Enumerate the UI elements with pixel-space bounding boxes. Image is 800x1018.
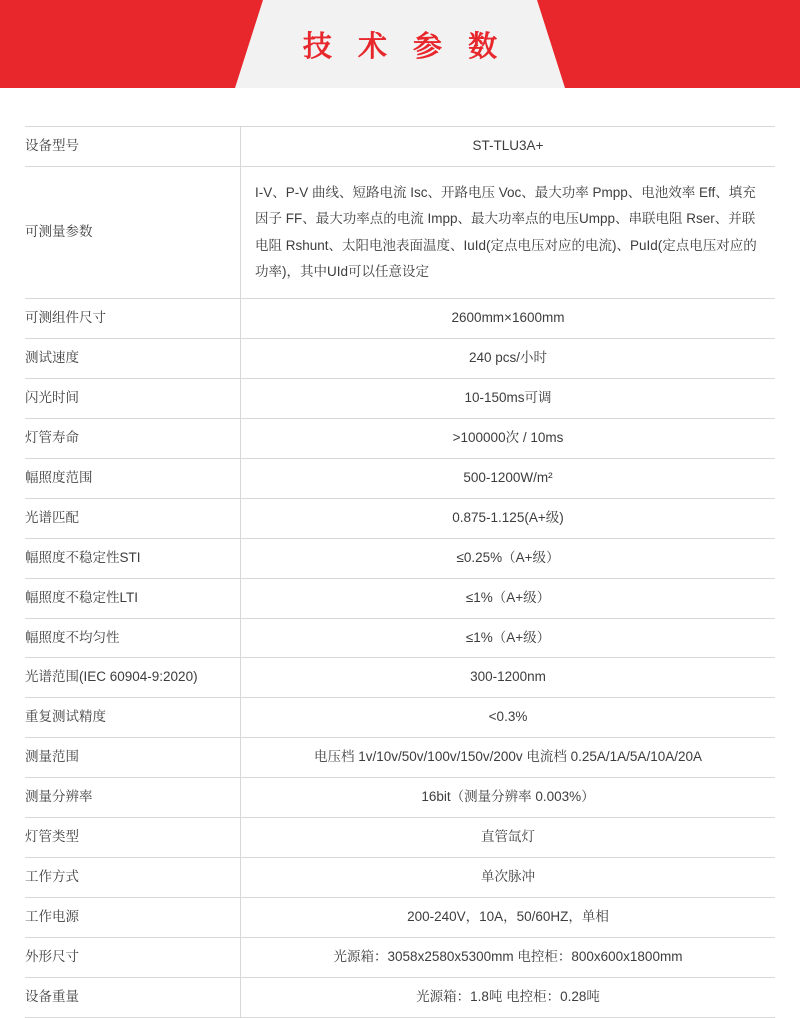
table-row (25, 858, 775, 898)
table-row (25, 818, 775, 858)
row-label: 灯管类型 (25, 818, 241, 858)
row-label: 灯管寿命 (25, 418, 241, 458)
spec-table-container (0, 88, 800, 1018)
table-row (25, 738, 775, 778)
table-row (25, 418, 775, 458)
table-row (25, 458, 775, 498)
table-row (25, 339, 775, 379)
row-value: ≤1%（A+级） (465, 589, 551, 605)
row-value: 240 pcs/小时 (468, 350, 548, 366)
spec-table (25, 126, 775, 1018)
table-row (25, 166, 775, 298)
row-value: 16bit（测量分辨率 0.003%） (421, 789, 595, 805)
row-value: >100000次 / 10ms (452, 429, 564, 445)
table-row (25, 379, 775, 419)
row-value: ≤0.25%（A+级） (456, 549, 560, 565)
row-value: 300-1200nm (470, 669, 546, 685)
table-row (25, 618, 775, 658)
row-value: 0.875-1.125(A+级) (452, 509, 564, 525)
row-value: I-V、P-V 曲线、短路电流 Isc、开路电压 Voc、最大功率 Pmpp、电池效率 Eff、填充因子 FF、最大功率点的电流 Impp、最大功率点的电压Umpp、串联电阻 Rser、并联电阻 Rshunt、太阳电池表面温度、IuId(定点电压对应的电流)、PuId(定点电压对应的功率)，其中UId可以任意设定 (255, 184, 757, 279)
row-label: 可测量参数 (25, 166, 241, 298)
table-row (25, 538, 775, 578)
table-row (25, 898, 775, 938)
row-label: 测试速度 (25, 339, 241, 379)
row-label: 工作电源 (25, 898, 241, 938)
table-row (25, 778, 775, 818)
row-label: 测量分辨率 (25, 778, 241, 818)
row-value: <0.3% (488, 709, 528, 725)
row-label: 设备型号 (25, 127, 241, 167)
table-row (25, 977, 775, 1017)
row-label: 幅照度不稳定性LTI (25, 578, 241, 618)
row-value: 直管氙灯 (481, 829, 535, 845)
row-label: 重复测试精度 (25, 698, 241, 738)
row-label: 设备重量 (25, 977, 241, 1017)
row-label: 幅照度不稳定性STI (25, 538, 241, 578)
row-value: ST-TLU3A+ (472, 138, 544, 153)
table-row (25, 658, 775, 698)
row-label: 光谱范围(IEC 60904-9:2020) (25, 658, 241, 698)
table-row (25, 578, 775, 618)
header-banner (0, 0, 800, 88)
row-label: 幅照度不均匀性 (25, 618, 241, 658)
page-title: 技 术 参 数 (302, 30, 507, 63)
row-value: 光源箱：1.8吨 电控柜：0.28吨 (416, 988, 600, 1004)
row-label: 外形尺寸 (25, 937, 241, 977)
row-label: 光谱匹配 (25, 498, 241, 538)
row-label: 幅照度范围 (25, 458, 241, 498)
table-row (25, 498, 775, 538)
row-label: 测量范围 (25, 738, 241, 778)
row-value: 200-240V，10A，50/60HZ，单相 (407, 909, 609, 924)
table-row (25, 127, 775, 167)
row-value: ≤1%（A+级） (465, 629, 551, 645)
row-value: 单次脉冲 (481, 869, 535, 885)
row-label: 闪光时间 (25, 379, 241, 419)
row-value: 电压档 1v/10v/50v/100v/150v/200v 电流档 0.25A/1A/5A/10A/20A (314, 749, 702, 765)
table-row (25, 937, 775, 977)
table-row (25, 698, 775, 738)
row-label: 可测组件尺寸 (25, 299, 241, 339)
row-value: 光源箱：3058x2580x5300mm 电控柜：800x600x1800mm (333, 948, 683, 964)
row-value: 2600mm×1600mm (451, 310, 565, 326)
row-value: 10-150ms可调 (464, 390, 552, 406)
row-label: 工作方式 (25, 858, 241, 898)
table-row (25, 299, 775, 339)
row-value: 500-1200W/m² (463, 469, 553, 485)
